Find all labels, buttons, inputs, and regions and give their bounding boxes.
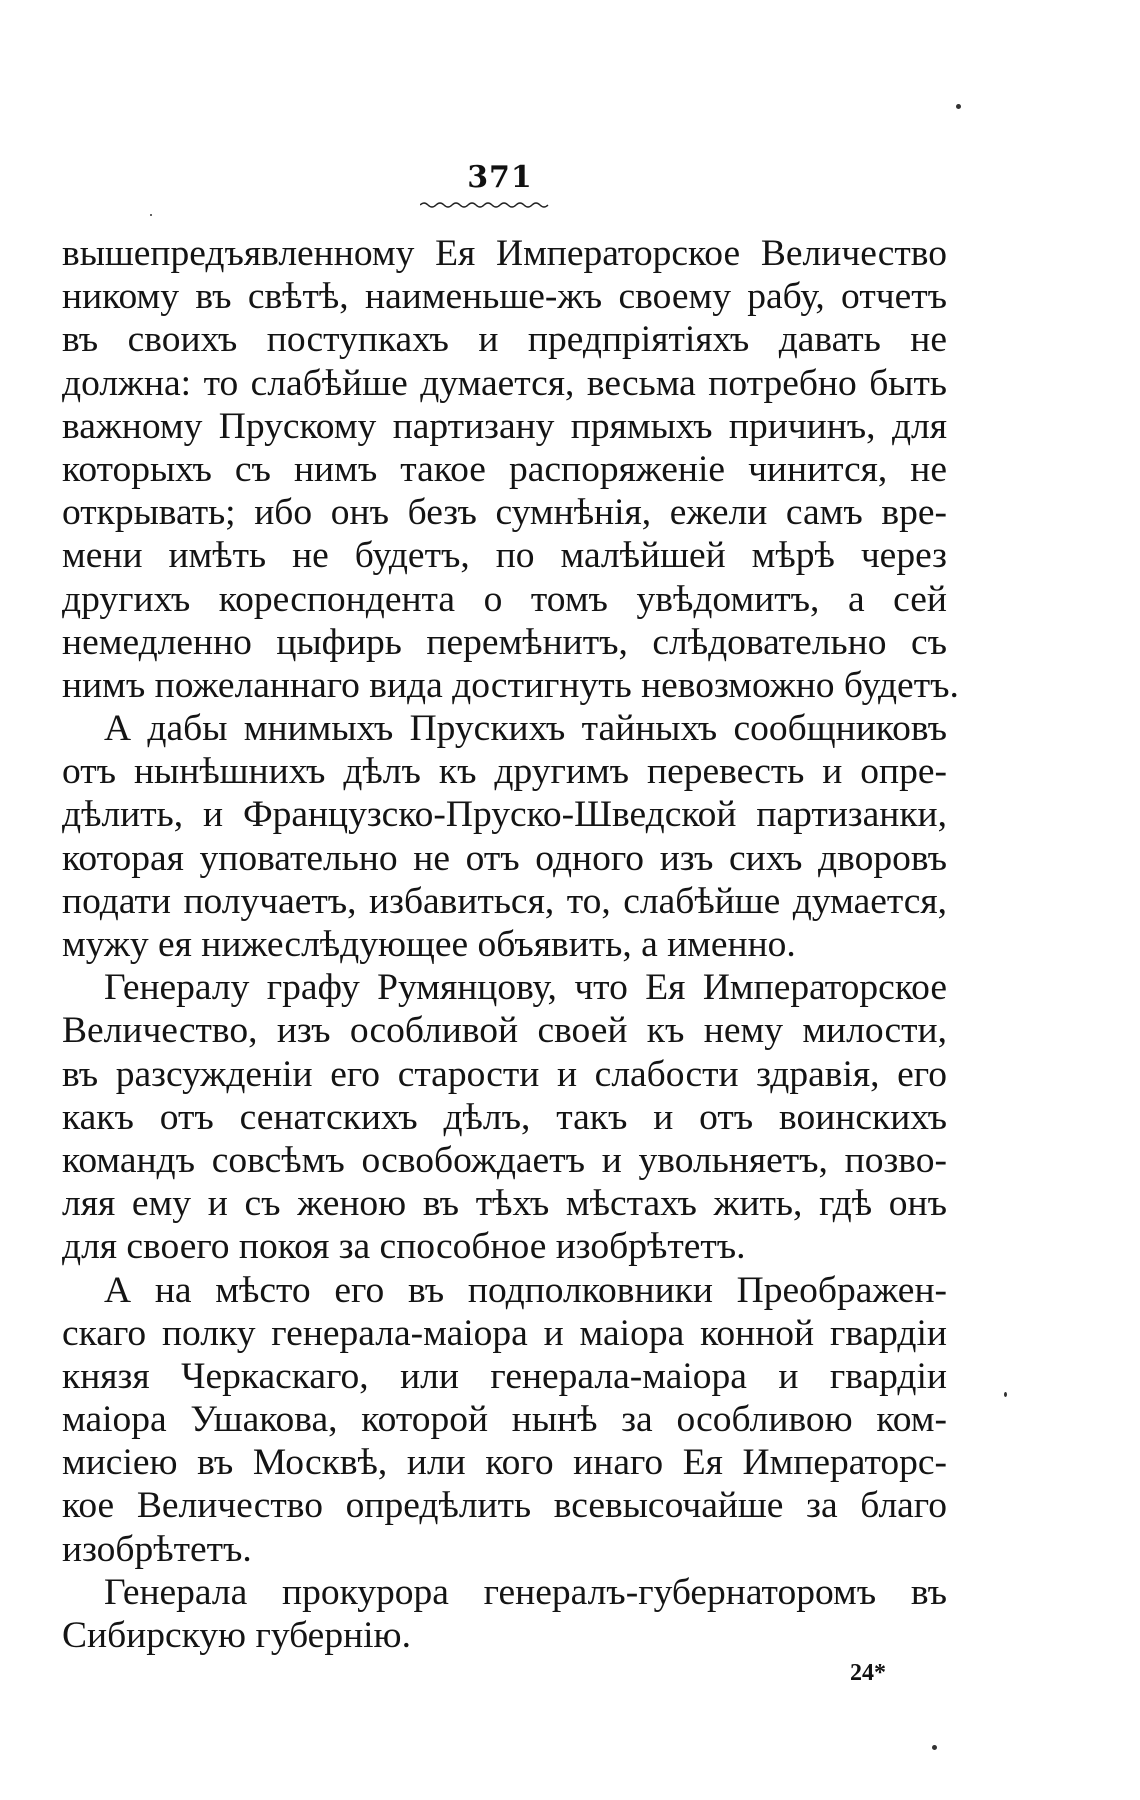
text-line: А дабы мнимыхъ Прускихъ тайныхъ сообщниковъ	[104, 708, 947, 750]
text-line: мени имѣть не будетъ, по малѣйшей мѣрѣ через	[62, 535, 947, 577]
text-line: скаго полку генерала-маіора и маіора конной гвардіи	[62, 1312, 947, 1354]
text-line: Величество, изъ особливой своей къ нему милости,	[62, 1010, 947, 1052]
text-line: князя Черкаскаго, или генерала-маіора и гвардіи	[62, 1355, 947, 1397]
text-line: нимъ пожеланнаго вида достигнуть невозможно будетъ.	[62, 664, 959, 706]
text-line: Сибирскую губернію.	[62, 1615, 411, 1656]
text-line: А на мѣсто его въ подполковники Преображен-	[104, 1269, 947, 1311]
text-line: мисіею въ Москвѣ, или кого инаго Ея Императорс-	[62, 1442, 947, 1484]
text-line: никому въ свѣтѣ, наименьше-жъ своему рабу, отчетъ	[62, 276, 947, 318]
text-line: вышепредъявленному Ея Императорское Величество	[62, 233, 947, 274]
text-line: открывать; ибо онъ безъ сумнѣнія, ежели самъ вре-	[62, 492, 947, 534]
text-line: командъ совсѣмъ освобождаетъ и увольняетъ, позво-	[62, 1139, 947, 1181]
text-line: Генералу графу Румянцову, что Ея Императорское	[104, 967, 947, 1009]
text-line: дѣлить, и Французско-Пруско-Шведской партизанки,	[62, 794, 947, 836]
text-line: другихъ кореспондента о томъ увѣдомитъ, а сей	[62, 578, 947, 620]
text-line: которыхъ съ нимъ такое распоряженіе чинится, не	[62, 448, 947, 490]
margin-speck	[150, 214, 152, 216]
text-line: важному Прускому партизану прямыхъ причинъ, для	[62, 405, 947, 447]
text-line: ляя ему и съ женою въ тѣхъ мѣстахъ жить, гдѣ онъ	[62, 1183, 947, 1225]
margin-speck	[932, 1745, 937, 1750]
text-line: мужу ея нижеслѣдующее объявить, а именно.	[62, 924, 796, 965]
text-line: въ своихъ поступкахъ и предпріятіяхъ давать не	[62, 319, 947, 361]
text-line: маіора Ушакова, которой нынѣ за особливою ком-	[62, 1399, 947, 1441]
text-line: немедленно цыфирь перемѣнитъ, слѣдовательно съ	[62, 621, 947, 663]
text-line: кое Величество опредѣлить всевысочайше за благо	[62, 1485, 947, 1527]
text-line: отъ нынѣшнихъ дѣлъ къ другимъ перевесть и опре-	[62, 751, 947, 793]
printer-signature: 24*	[850, 1660, 886, 1686]
text-line: должна: то слабѣйше думается, весьма потребно быть	[62, 362, 947, 404]
body-text	[62, 232, 959, 1657]
text-line: которая уповательно не отъ одного изъ сихъ дворовъ	[62, 837, 947, 879]
text-line: для своего покоя за способное изобрѣтетъ.	[62, 1226, 746, 1268]
text-line: какъ отъ сенатскихъ дѣлъ, такъ и отъ воинскихъ	[62, 1096, 947, 1138]
text-line: изобрѣтетъ.	[62, 1528, 252, 1570]
text-line: въ разсужденіи его старости и слабости здравія, его	[62, 1053, 947, 1095]
text-line: подати получаетъ, избавиться, то, слабѣйше думается,	[62, 880, 947, 922]
page-number: 371	[467, 160, 533, 195]
margin-speck	[1004, 1392, 1007, 1397]
text-line: Генерала прокурора генералъ-губернаторомъ въ	[104, 1571, 947, 1613]
margin-speck	[956, 104, 961, 109]
wavy-rule-ornament	[420, 200, 550, 210]
